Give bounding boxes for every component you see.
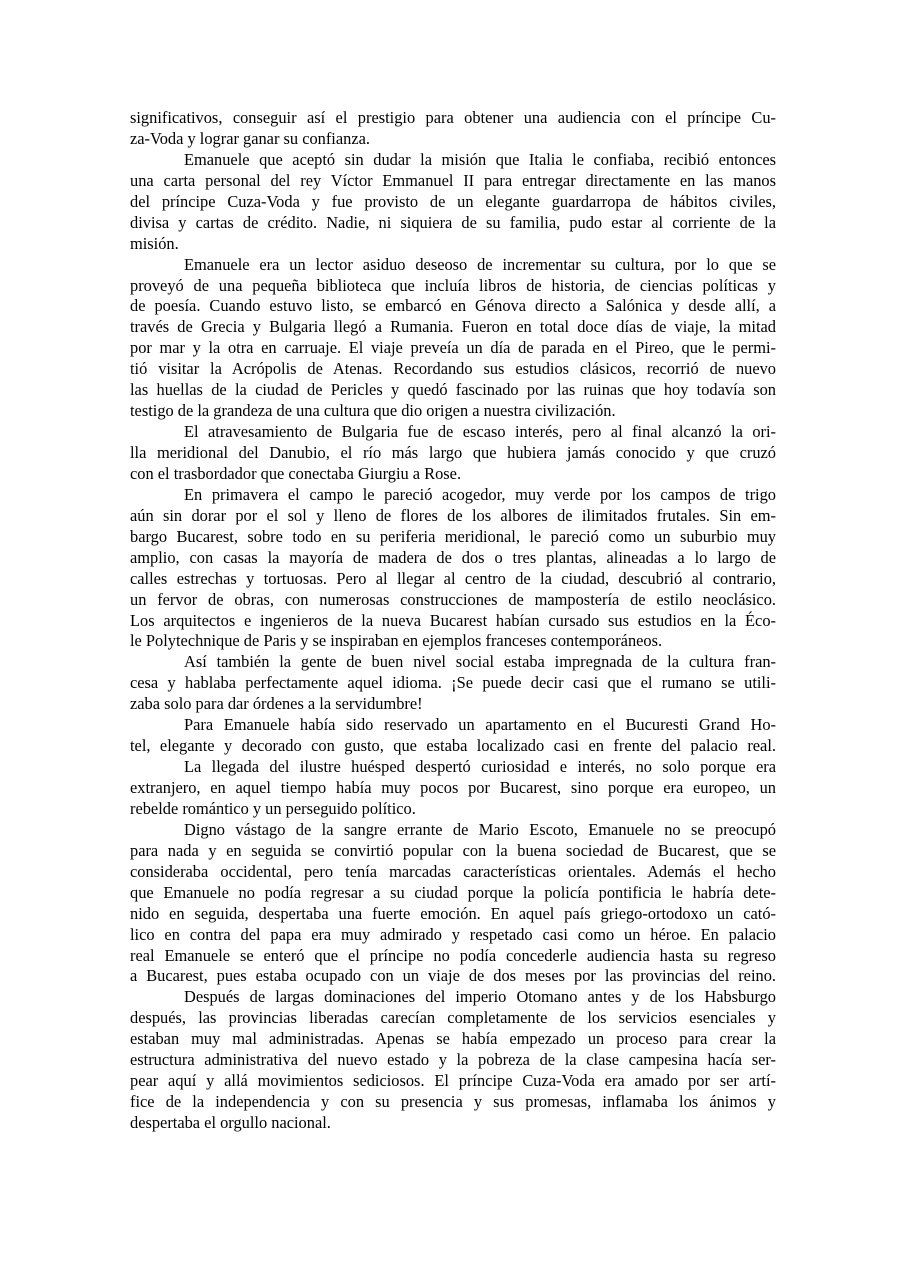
text-line: testigo de la grandeza de una cultura que dio origen a nuestra civilización. xyxy=(130,401,616,421)
text-line: tió visitar la Acrópolis de Atenas. Recordando sus estudios clásicos, recorrió de nuevo xyxy=(130,359,776,379)
text-line: bargo Bucarest, sobre todo en su periferia meridional, le pareció como un suburbio muy xyxy=(130,526,776,546)
paragraph-first-line: La llegada del ilustre huésped despertó curiosidad e interés, no solo porque era xyxy=(184,757,776,777)
text-line: por mar y la otra en carruaje. El viaje preveía un día de parada en el Pireo, que le permi- xyxy=(130,338,776,358)
text-line: a Bucarest, pues estaba ocupado con un viaje de dos meses por las provincias del reino. xyxy=(130,966,776,986)
text-line: nido en seguida, despertaba una fuerte emoción. En aquel país griego-ortodoxo un cató- xyxy=(130,903,776,923)
text-line: rebelde romántico y un perseguido político. xyxy=(130,798,416,818)
text-line: después, las provincias liberadas carecían completamente de los servicios esenciales y xyxy=(130,1008,776,1028)
text-line: lico en contra del papa era muy admirado y respetado casi como un héroe. En palacio xyxy=(130,924,776,944)
text-line: aún sin dorar por el sol y lleno de flores de los albores de ilimitados frutales. Sin em- xyxy=(130,505,776,525)
paragraph-first-line: El atravesamiento de Bulgaria fue de escaso interés, pero al final alcanzó la ori- xyxy=(184,422,776,442)
text-line: pear aquí y allá movimientos sediciosos. El príncipe Cuza-Voda era amado por ser artí- xyxy=(130,1071,776,1091)
text-line: significativos, conseguir así el prestigio para obtener una audiencia con el príncipe Cu- xyxy=(130,108,776,127)
paragraph-first-line: Emanuele era un lector asiduo deseoso de incrementar su cultura, por lo que se xyxy=(184,254,776,274)
paragraph-first-line: Emanuele que aceptó sin dudar la misión que Italia le confiaba, recibió entonces xyxy=(184,149,776,169)
text-line: que Emanuele no podía regresar a su ciudad porque la policía pontificia le habría dete- xyxy=(130,882,776,902)
text-line: misión. xyxy=(130,233,179,253)
paragraph-first-line: Digno vástago de la sangre errante de Mario Escoto, Emanuele no se preocupó xyxy=(184,819,776,839)
body-text xyxy=(130,108,776,1134)
text-line: través de Grecia y Bulgaria llegó a Rumania. Fueron en total doce días de viaje, la mitad xyxy=(130,317,776,337)
text-line: para nada y en seguida se convirtió popular con la buena sociedad de Bucarest, que se xyxy=(130,840,776,860)
text-line: lla meridional del Danubio, el río más largo que hubiera jamás conocido y que cruzó xyxy=(130,443,776,462)
text-line: fice de la independencia y con su presencia y sus promesas, inflamaba los ánimos y xyxy=(130,1092,776,1112)
paragraph-first-line: Después de largas dominaciones del imperio Otomano antes y de los Habsburgo xyxy=(184,987,776,1007)
text-line: con el trasbordador que conectaba Giurgiu a Rose. xyxy=(130,463,462,483)
paragraph-first-line: En primavera el campo le pareció acogedor, muy verde por los campos de trigo xyxy=(184,484,776,504)
paragraph-first-line: Así también la gente de buen nivel social estaba impregnada de la cultura fran- xyxy=(184,652,776,672)
text-line: za-Voda y lograr ganar su confianza. xyxy=(130,128,370,148)
text-line: consideraba occidental, pero tenía marcadas características orientales. Además el hecho xyxy=(130,861,776,881)
text-line: zaba solo para dar órdenes a la servidumbre! xyxy=(130,694,423,714)
text-line: estructura administrativa del nuevo estado y la pobreza de la clase campesina hacía ser- xyxy=(130,1050,776,1070)
text-line: amplio, con casas la mayoría de madera de dos o tres plantas, alineadas a lo largo de xyxy=(130,547,776,567)
text-line: cesa y hablaba perfectamente aquel idioma. ¡Se puede decir casi que el rumano se utili- xyxy=(130,673,776,693)
text-line: tel, elegante y decorado con gusto, que estaba localizado casi en frente del palacio real. xyxy=(130,736,776,756)
text-line: las huellas de la ciudad de Pericles y quedó fascinado por las ruinas que hoy todavía son xyxy=(130,380,776,400)
text-line: divisa y cartas de crédito. Nadie, ni siquiera de su familia, pudo estar al corriente de la xyxy=(130,212,776,232)
text-line: del príncipe Cuza-Voda y fue provisto de un elegante guardarropa de hábitos civiles, xyxy=(130,191,776,211)
text-line: extranjero, en aquel tiempo había muy pocos por Bucarest, sino porque era europeo, un xyxy=(130,778,776,797)
paragraph-first-line: Para Emanuele había sido reservado un apartamento en el Bucuresti Grand Ho- xyxy=(184,715,776,735)
text-line: proveyó de una pequeña biblioteca que incluía libros de historia, de ciencias políticas y xyxy=(130,275,776,295)
text-line: un fervor de obras, con numerosas construcciones de mampostería de estilo neoclásico. xyxy=(130,589,776,609)
text-line: le Polytechnique de Paris y se inspiraban en ejemplos franceses contemporáneos. xyxy=(130,631,663,651)
text-line: estaban muy mal administradas. Apenas se había empezado un proceso para crear la xyxy=(130,1029,776,1049)
text-line: de poesía. Cuando estuvo listo, se embarcó en Génova directo a Salónica y desde allí, a xyxy=(130,296,776,316)
text-line: despertaba el orgullo nacional. xyxy=(130,1113,331,1132)
text-line: Los arquitectos e ingenieros de la nueva Bucarest habían cursado sus estudios en la Éco- xyxy=(130,610,776,630)
text-line: real Emanuele se enteró que el príncipe no podía concederle audiencia hasta su regreso xyxy=(130,945,776,965)
text-line: una carta personal del rey Víctor Emmanuel II para entregar directamente en las manos xyxy=(130,170,776,190)
text-line: calles estrechas y tortuosas. Pero al llegar al centro de la ciudad, descubrió al contrario, xyxy=(130,568,776,588)
